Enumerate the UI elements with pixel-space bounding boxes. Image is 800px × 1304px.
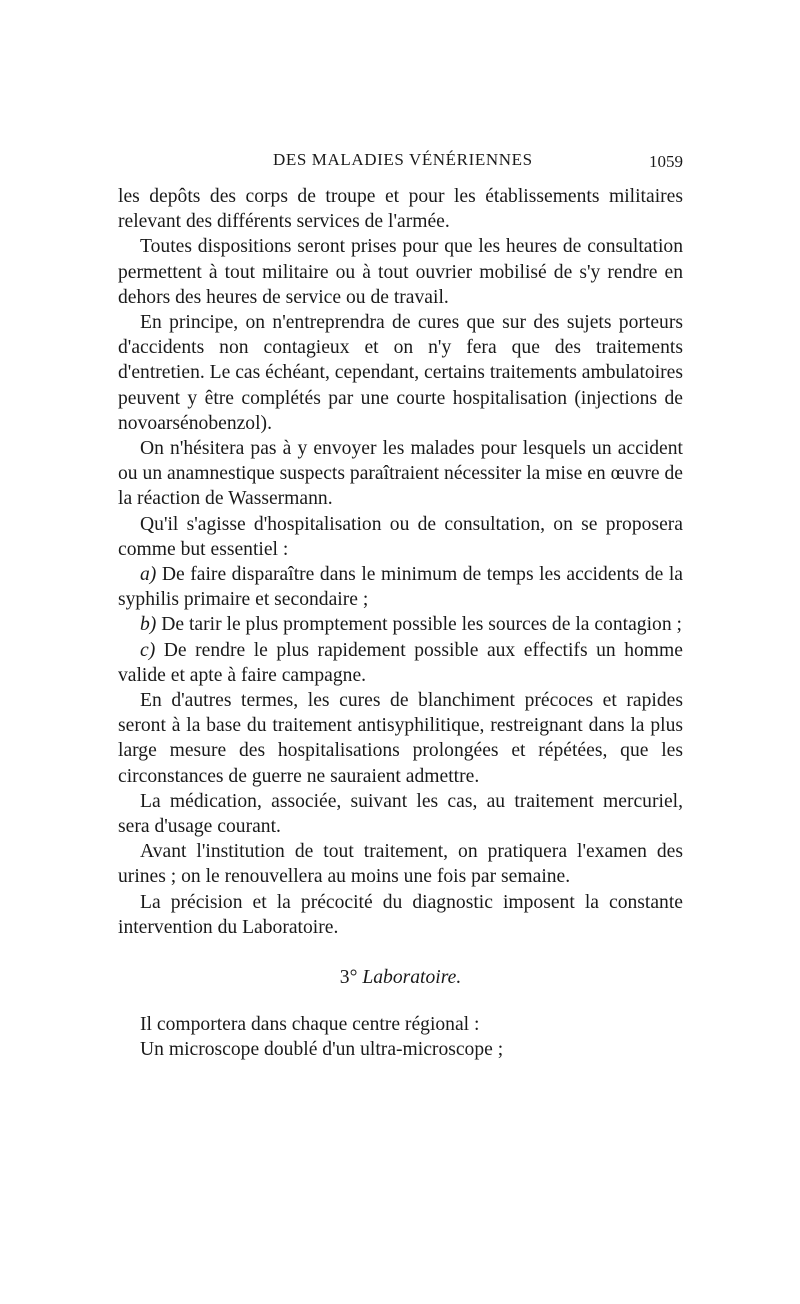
paragraph-principle: En principe, on n'entreprendra de cures que sur des sujets porteurs d'accidents non contagieux et on n'y fera que des traitements d'entretien. Le cas échéant, cependant, certains traitements ambulatoires peuvent y être complétés par une courte hospitalisation (injections de novoarsénobenzol). — [118, 312, 683, 434]
running-title: DES MALADIES VÉNÉRIENNES — [273, 150, 533, 169]
list-item-b — [118, 612, 683, 637]
section-number: 3° — [339, 967, 358, 989]
paragraph-essential-goal: Qu'il s'agisse d'hospitalisation ou de consultation, on se proposera comme but essentiel : — [118, 513, 683, 560]
paragraph-diagnosis: La précision et la précocité du diagnostic imposent la constante intervention du Laboratoire. — [118, 891, 683, 938]
list-letter: a) — [140, 564, 157, 586]
paragraph-consultation-hours: Toutes dispositions seront prises pour que les heures de consultation permettent à tout militaire ou à tout ouvrier mobilisé de s'y rendre en dehors des heures de service ou de travail. — [118, 236, 683, 308]
book-page — [118, 150, 683, 1063]
list-item-c — [118, 638, 683, 688]
paragraph-wassermann: On n'hésitera pas à y envoyer les malades pour lesquels un accident ou un anamnestique suspects paraîtraient nécessiter la mise en œuvre de la réaction de Wassermann. — [118, 438, 683, 510]
paragraph-whitening-cures: En d'autres termes, les cures de blanchiment précoces et rapides seront à la base du traitement antisyphilitique, restreignant dans la plus large mesure des hospitalisations prolongées et répétées, que les circonstances de guerre ne sauraient admettre. — [118, 690, 683, 787]
list-text: De tarir le plus promptement possible les sources de la contagion ; — [161, 614, 682, 636]
page-number: 1059 — [649, 152, 683, 171]
laboratory-item-microscope: Un microscope doublé d'un ultra-microscope ; — [140, 1039, 504, 1061]
section-heading — [118, 965, 683, 990]
list-item-a — [118, 562, 683, 612]
laboratory-intro: Il comportera dans chaque centre régional : — [140, 1014, 480, 1036]
running-head — [118, 150, 683, 178]
section-title: Laboratoire. — [362, 967, 462, 989]
paragraph-medication: La médication, associée, suivant les cas, au traitement mercuriel, sera d'usage courant. — [118, 790, 683, 838]
list-letter: c) — [140, 639, 156, 661]
list-text: De rendre le plus rapidement possible aux effectifs un homme valide et apte à faire campagne. — [118, 639, 683, 686]
paragraph-continuation: les depôts des corps de troupe et pour les établissements militaires relevant des différents services de l'armée. — [118, 186, 683, 233]
list-letter: b) — [140, 614, 157, 636]
paragraph-urine-exam: Avant l'institution de tout traitement, on pratiquera l'examen des urines ; on le renouvellera au moins une fois par semaine. — [118, 841, 683, 888]
list-text: De faire disparaître dans le minimum de temps les accidents de la syphilis primaire et secondaire ; — [118, 564, 684, 611]
